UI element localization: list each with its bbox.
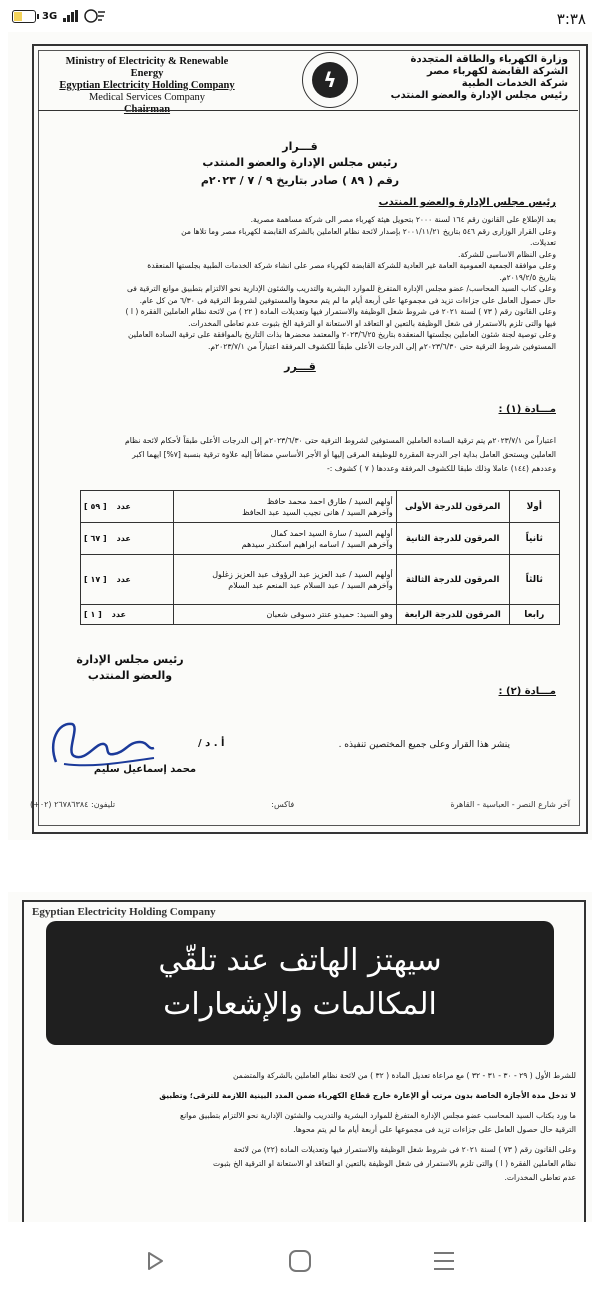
whatsapp-icon (84, 9, 106, 23)
page2-line: للشرط الأول ( ٢٩ - ٣٠ - ٣١ - ٣٢ ) مع مراعاة تعديل المادة ( ٣٢ ) من لائحة نظام العاملين بالشركة والمتضمن (233, 1071, 576, 1080)
home-icon (288, 1249, 312, 1273)
page2-line: نظام العاملين الفقرة ( ا ) والتى تلزم بالاستمرار فى شغل الوظيفة بالتعين او التعاقد او الاستعانة او الترقية الخ بثبوت (213, 1159, 576, 1168)
page-footer (30, 800, 570, 809)
grade-label: المرقون للدرجة الثانية (405, 533, 500, 544)
rank-cell (509, 555, 559, 605)
recents-icon (432, 1250, 456, 1272)
promotion-table (80, 490, 560, 625)
article1-line: اعتباراً من ٢٠٢٣/٧/١م يتم ترقية السادة العاملين المستوفين لشروط الترقية حتى ٢٠٢٣/٦/٣٠م إلى الدرجات الأعلى طبقاً لأحكام لائحة نظام (125, 436, 556, 445)
count-cell (81, 523, 174, 555)
article2-heading: مـــادة (٢) : (498, 686, 556, 697)
last-name: وآخرهم السيد / اسامه ابراهيم اسكندر سيدهم (241, 539, 393, 549)
signature-title: رئيس مجلس الإدارة (76, 653, 184, 666)
image-gap (0, 840, 600, 892)
letterhead-en-line: Ministry of Electricity & Renewable Energy (65, 56, 229, 79)
preamble-line: بتاريخ ٢٠١٩/٢/٥م. (499, 272, 556, 282)
article1-heading: مـــادة (١) : (498, 404, 556, 415)
signature-block (60, 652, 200, 684)
count-value: [ ١٧ ] (84, 575, 107, 584)
signature-title: والعضو المنتدب (87, 669, 173, 682)
letterhead-en-line: Egyptian Electricity Holding Company (59, 80, 235, 91)
page2-line: وعلى القانون رقم ( ٧٣ ) لسنة ٢٠٢١ فى شروط شغل الوظيفة والاستمرار فيها وتعديلات المادة (٢٢) من لائحة (233, 1145, 576, 1154)
grade-cell (396, 523, 509, 555)
letterhead-ar-line: الشركة القابضة لكهرباء مصر (427, 66, 568, 77)
preamble-line: وعلى توصية لجنة شئون العاملين بجلستها المنعقدة بتاريخ ٢٠٢٣/٦/٢٥ والمعتمد محضرها بذات التاريخ بالموافقة على ترقية السادة العاملين (127, 330, 556, 339)
company-logo (302, 52, 358, 108)
article2-text: ينشر هذا القرار وعلى جميع المختصين تنفيذه . (338, 740, 510, 750)
grade-cell (396, 491, 509, 523)
preamble-line: حال حصول العامل على جزاءات تزيد فى مجموعها على أربعة أيام ما لم يتم محوها والمستوفين لشروط الترقية فى ٦/٣٠ من كل عام. (139, 295, 556, 305)
names-cell (174, 491, 396, 523)
navigation-bar (0, 1222, 600, 1300)
names-cell (174, 523, 396, 555)
academic-title: أ . د / (198, 738, 225, 749)
letterhead-ar-line: وزارة الكهرباء والطاقة المتجددة (410, 54, 568, 65)
header-divider (38, 110, 578, 111)
letterhead-ar-line: شركة الخدمات الطبية (461, 78, 568, 89)
preamble-line: تعديلات. (530, 238, 556, 247)
footer-phone: تليفون: ٢٦٧٨٦٣٨٤ (٠٢+) (30, 800, 116, 809)
count-label: عدد (111, 610, 126, 619)
toast-line: المكالمات والإشعارات (163, 987, 437, 1022)
preamble-line: وعلى موافقة الجمعية العمومية العامة غير العادية للشركة القابضة لكهرباء مصر على انشاء شركة الخدمات الطبية بجلستها المنعقدة (147, 261, 556, 270)
count-label: عدد (116, 534, 131, 543)
footer-fax: فاكس: (271, 800, 295, 809)
letterhead-en-line: Chairman (123, 104, 171, 115)
rank-cell (509, 605, 559, 625)
recents-button[interactable] (427, 1244, 461, 1278)
preamble-heading: رئيس مجلس الإدارة والعضو المنتدب (378, 197, 556, 208)
preamble-line: فيها والتى تلزم بالاستمرار فى شغل الوظيفة بالتعين او التعاقد او الاستعانة او الترقية الخ بثبوت عدم تعاطى المخدرات. (188, 318, 556, 328)
count-cell (81, 555, 174, 605)
decide-heading: قـــرر (284, 360, 316, 373)
page2-line: لا تدخل مدة الأجازة الخاصة بدون مرتب أو الإعارة خارج قطاع الكهرباء ضمن المدد البينية اللازمة للترقى؛ وتطبيق (159, 1091, 576, 1100)
home-button[interactable] (283, 1244, 317, 1278)
count-cell (81, 605, 174, 625)
vibrate-toast (46, 921, 554, 1045)
article1-line: وعددهم (١٤٤) عاملا وذلك طبقا للكشوف المرفقة وعددها ( ٧ ) كشوف :- (327, 464, 556, 473)
preamble-line: وعلى القانون رقم ( ٧٣ ) لسنة ٢٠٢١ فى شروط شغل الوظيفة والاستمرار فيها وتعديلات المادة ( ٢٢ ) من لائحة نظام العاملين الفقرة ( ا ) (125, 307, 556, 316)
grade-label: المرقون للدرجة الثالثة (405, 574, 500, 585)
count-value: [ ١ ] (84, 610, 102, 619)
clock: ٣:٣٨ (556, 10, 586, 28)
back-button[interactable] (138, 1244, 172, 1278)
footer-address: آخر شارع النصر - العباسية - القاهرة (450, 800, 570, 809)
preamble-line: وعلى النظام الاساسى للشركة. (458, 249, 556, 259)
count-cell (81, 491, 174, 523)
toast-line: سيهتز الهاتف عند تلقّي (158, 943, 442, 978)
first-name: أولهم السيد / عبد العزيز عبد الرؤوف عبد العزيز زغلول (212, 569, 393, 579)
decision-subtitle: رئيس مجلس الإدارة والعضو المنتدب (202, 156, 398, 169)
rank-label: ثانياً (525, 533, 543, 544)
page2-line: الترقية حال حصول العامل على جزاءات تزيد فى مجموعها على أربعة أيام ما لم يتم محوها. (293, 1125, 576, 1134)
letterhead-arabic (368, 54, 568, 102)
decision-number: رقم ( ٨٩ ) صادر بتاريخ ٩ / ٧ / ٢٠٢٣م (200, 174, 400, 187)
grade-cell (396, 555, 509, 605)
handwritten-signature (44, 712, 164, 772)
preamble-line: وعلى القرار الوزارى رقم ٥٤٦ بتاريخ ٢٠٠١/١١/٢١ بإصدار لائحة نظام العاملين بالشركة القابضة لكهرباء مصر وما تلاها من (181, 226, 556, 236)
count-label: عدد (116, 575, 131, 584)
first-name: وهو السيد: حميدو عنتر دسوقى شعبان (266, 610, 393, 619)
lightning-icon: ϟ (312, 62, 348, 98)
preamble-line: وعلى كتاب السيد المحاسب/ عضو مجلس الإدارة المتفرغ للموارد البشرية والتدريب والشئون الإدارية نحو الالتزام بتطبيق موانع الترقية فى (126, 284, 556, 293)
network-type: 3G (42, 10, 58, 22)
rank-label: رابعا (524, 609, 545, 620)
table-row (81, 555, 560, 605)
decision-title: قـــرار (282, 140, 318, 153)
battery-icon (12, 10, 36, 23)
count-label: عدد (116, 502, 131, 511)
grade-cell (396, 605, 509, 625)
names-cell (174, 555, 396, 605)
names-cell (174, 605, 396, 625)
signal-icon (63, 10, 78, 22)
page2-line: ما ورد بكتاب السيد المحاسب عضو مجلس الإدارة المتفرغ للموارد البشرية والتدريب والشئون الإدارية نحو الالتزام بتطبيق موانع (180, 1111, 576, 1120)
preamble-line: المستوفين شروط الترقية حتى ٢٠٢٣/٦/٣٠م إلى الدرجات الأعلى طبقاً للكشوف المرفقة اعتباراً من ٢٠٢٣/٧/١م. (207, 341, 556, 351)
signatory-name: محمد إسماعيل سليم (93, 764, 197, 775)
first-name: أولهم السيد / طارق احمد محمد حافظ (266, 496, 393, 506)
table-row (81, 605, 560, 625)
rank-label: ثالثاً (525, 574, 543, 585)
preamble (36, 214, 556, 352)
back-icon (144, 1250, 166, 1272)
grade-label: المرقون للدرجة الأولى (405, 501, 501, 512)
last-name: وآخرهم السيد / هانى نجيب السيد عبد الحافظ (242, 507, 393, 517)
letterhead-en-line: Medical Services Company (88, 92, 206, 103)
article1-text (36, 434, 556, 476)
article1-line: العاملين ويستحق العامل بداية اجر الدرجة المقررة للوظيفة المرقى إليها أو الأجر الأساسي مضافاً إليه علاوة ترقية بنسبة [٧%] ايهما اكبر (132, 450, 556, 459)
count-value: [ ٦٧ ] (84, 534, 107, 543)
first-name: أولهم السيد / سارة السيد احمد كمال (270, 528, 393, 538)
page2-header: Egyptian Electricity Holding Company (32, 906, 216, 918)
rank-cell (509, 491, 559, 523)
count-value: [ ٥٩ ] (84, 502, 107, 511)
rank-label: أولا (526, 501, 542, 512)
status-icons (12, 9, 106, 23)
rank-cell (509, 523, 559, 555)
preamble-line: بعد الإطلاع على القانون رقم ١٦٤ لسنة ٢٠٠٠ بتحويل هيئة كهرباء مصر الى شركة مساهمة مصرية. (250, 215, 556, 224)
table-row (81, 491, 560, 523)
page2-line: عدم تعاطى المخدرات. (504, 1173, 576, 1182)
last-name: وآخرهم السيد / عبد السلام عبد المنعم عبد السلام (228, 580, 393, 590)
letterhead-english (52, 56, 242, 116)
table-row (81, 523, 560, 555)
letterhead-ar-line: رئيس مجلس الإدارة والعضو المنتدب (390, 90, 568, 101)
grade-label: المرقون للدرجة الرابعة (404, 609, 501, 620)
